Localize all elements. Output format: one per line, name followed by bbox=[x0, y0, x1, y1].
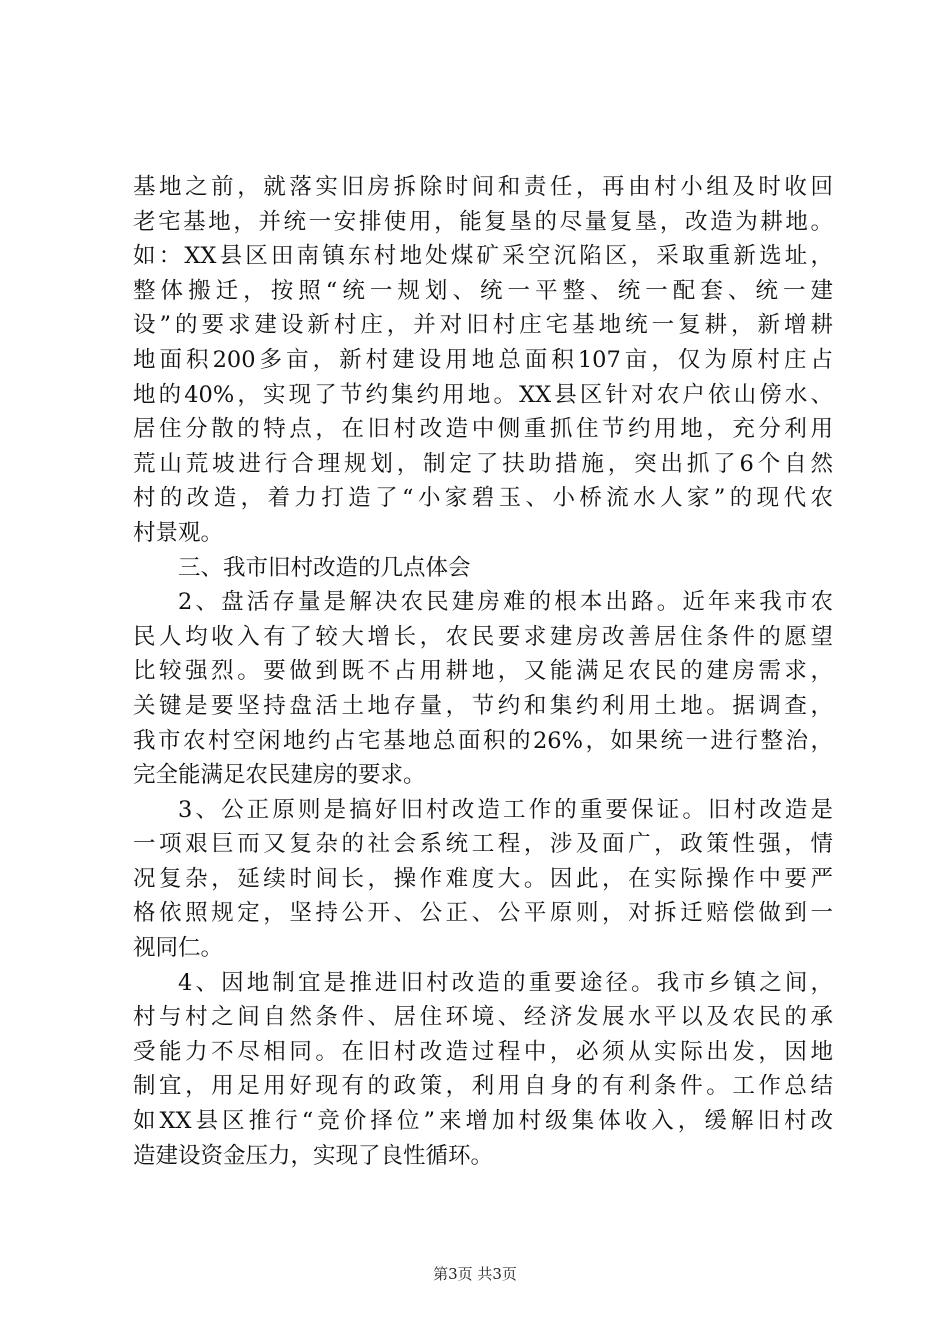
text-line: 荒山荒坡进行合理规划，制定了扶助措施，突出抓了6个自然 bbox=[133, 450, 833, 477]
text-line: 关键是要坚持盘活土地存量，节约和集约利用土地。据调查， bbox=[133, 692, 833, 719]
text-line: 设”的要求建设新村庄，并对旧村庄宅基地统一复耕，新增耕 bbox=[133, 312, 833, 339]
text-line: 如：XX县区田南镇东村地处煤矿采空沉陷区，采取重新选址， bbox=[133, 243, 833, 270]
text-line: 2、盘活存量是解决农民建房难的根本出路。近年来我市农 bbox=[178, 589, 833, 616]
text-line: 村的改造，着力打造了“小家碧玉、小桥流水人家”的现代农 bbox=[133, 485, 833, 512]
text-line: 地面积200多亩，新村建设用地总面积107亩，仅为原村庄占 bbox=[133, 346, 833, 373]
text-line: 3、公正原则是搞好旧村改造工作的重要保证。旧村改造是 bbox=[178, 796, 833, 823]
text-line: 民人均收入有了较大增长，农民要求建房改善居住条件的愿望 bbox=[133, 623, 833, 650]
text-line: 比较强烈。要做到既不占用耕地，又能满足农民的建房需求， bbox=[133, 658, 833, 685]
text-line: 受能力不尽相同。在旧村改造过程中，必须从实际出发，因地 bbox=[133, 1038, 833, 1065]
page-number-label: 第3页 共3页 bbox=[433, 1265, 517, 1283]
text-line: 如XX县区推行“竞价择位”来增加村级集体收入，缓解旧村改 bbox=[133, 1108, 833, 1135]
text-line: 完全能满足农民建房的要求。 bbox=[133, 762, 426, 789]
document-body bbox=[133, 170, 833, 1173]
text-line: 造建设资金压力，实现了良性循环。 bbox=[133, 1142, 494, 1169]
text-line: 基地之前，就落实旧房拆除时间和责任，再由村小组及时收回 bbox=[133, 174, 833, 200]
text-line: 居住分散的特点，在旧村改造中侧重抓住节约用地，充分利用 bbox=[133, 416, 833, 443]
text-line: 制宜，用足用好现有的政策，利用自身的有利条件。工作总结 bbox=[133, 1073, 833, 1100]
text-line: 况复杂，延续时间长，操作难度大。因此，在实际操作中要严 bbox=[133, 865, 833, 892]
text-line: 村与村之间自然条件、居住环境、经济发展水平以及农民的承 bbox=[133, 1004, 833, 1031]
text-line: 一项艰巨而又复杂的社会系统工程，涉及面广，政策性强，情 bbox=[133, 831, 833, 858]
text-line: 格依照规定，坚持公开、公正、公平原则，对拆迁赔偿做到一 bbox=[133, 900, 833, 927]
page-footer bbox=[0, 1264, 950, 1284]
text-line: 村景观。 bbox=[133, 519, 224, 546]
text-line: 老宅基地，并统一安排使用，能复垦的尽量复垦，改造为耕地。 bbox=[133, 208, 833, 235]
text-line: 视同仁。 bbox=[133, 935, 224, 962]
section-heading: 三、我市旧村改造的几点体会 bbox=[178, 554, 471, 581]
text-line: 整体搬迁，按照“统一规划、统一平整、统一配套、统一建 bbox=[133, 277, 833, 304]
text-line: 4、因地制宜是推进旧村改造的重要途径。我市乡镇之间， bbox=[178, 969, 833, 996]
text-line: 地的40%，实现了节约集约用地。XX县区针对农户依山傍水、 bbox=[133, 381, 833, 408]
text-line: 我市农村空闲地约占宅基地总面积的26%，如果统一进行整治， bbox=[133, 727, 833, 754]
